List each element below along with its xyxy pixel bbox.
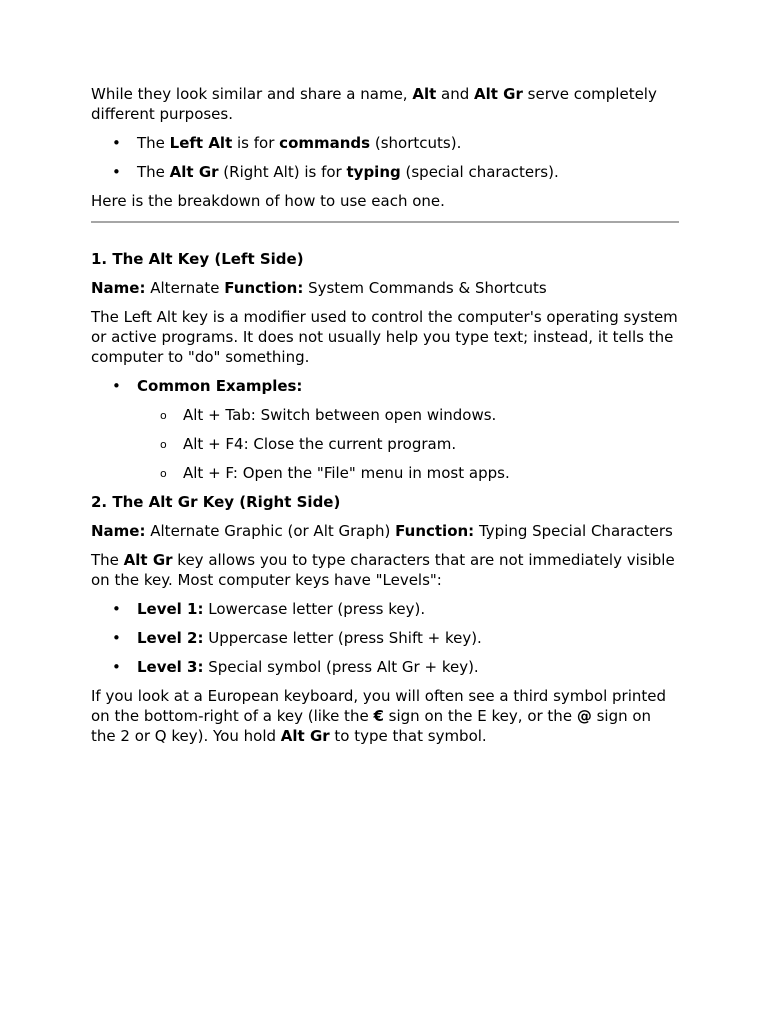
level-text: Uppercase letter (press Shift + key). [203, 629, 482, 647]
function-value: Typing Special Characters [474, 522, 673, 540]
bullet-text: (Right Alt) is for [218, 163, 347, 181]
level-label: Level 3: [137, 658, 204, 676]
name-value: Alternate Graphic (or Alt Graph) [145, 522, 396, 540]
examples-label: Common Examples: [137, 377, 303, 395]
list-item [91, 628, 679, 648]
function-value: System Commands & Shortcuts [303, 279, 547, 297]
levels-list [91, 599, 679, 677]
level-text: Lowercase letter (press key). [203, 600, 426, 618]
desc-text: The [91, 551, 124, 569]
name-function-line [91, 521, 679, 541]
bullet-text: is for [232, 134, 280, 152]
at-symbol: @ [576, 707, 592, 725]
intro-paragraph [91, 84, 679, 124]
level-text: Special symbol (press Alt Gr + key). [203, 658, 479, 676]
level-label: Level 1: [137, 600, 204, 618]
bullet-text: (shortcuts). [370, 134, 462, 152]
function-label: Function: [224, 279, 304, 297]
intro-breakdown-paragraph: Here is the breakdown of how to use each one. [91, 192, 445, 210]
closing-text: sign on the 2 or Q key). You hold [91, 707, 652, 745]
name-value: Alternate [145, 279, 225, 297]
intro-text: and [436, 85, 475, 103]
intro-text: While they look similar and share a name, [91, 85, 413, 103]
name-label: Name: [91, 279, 146, 297]
name-label: Name: [91, 522, 146, 540]
bullet-text: The [137, 163, 170, 181]
closing-text: sign on the E key, or the [383, 707, 577, 725]
section-description: The Left Alt key is a modifier used to control the computer's operating system or active programs. It does not usually help you type text; instead, it tells the computer to "do" something. [91, 308, 678, 366]
document-page [91, 84, 679, 755]
section-description [91, 550, 679, 590]
bullet-bold: typing [346, 163, 401, 181]
section-heading: 1. The Alt Key (Left Side) [91, 250, 304, 268]
list-item [91, 657, 679, 677]
sub-list-item: o Alt + F4: Close the current program. [137, 434, 679, 454]
intro-alt-bold: Alt [412, 85, 437, 103]
closing-text: If you look at a European keyboard, you will often see a third symbol printed on the bottom-right of a key (like the [91, 687, 667, 725]
function-label: Function: [395, 522, 475, 540]
closing-altgr-bold: Alt Gr [280, 727, 330, 745]
name-function-line [91, 278, 679, 298]
section-heading: 2. The Alt Gr Key (Right Side) [91, 493, 341, 511]
examples-sublist [137, 405, 679, 483]
euro-symbol: € [373, 707, 384, 725]
sub-list-item: o Alt + F: Open the "File" menu in most apps. [137, 463, 679, 483]
examples-list [91, 376, 679, 483]
list-item [91, 133, 679, 153]
bullet-text: The [137, 134, 170, 152]
intro-bullet-list [91, 133, 679, 182]
sub-list-item: o Alt + Tab: Switch between open windows. [137, 405, 679, 425]
level-label: Level 2: [137, 629, 204, 647]
intro-text: serve completely different purposes. [91, 85, 657, 123]
list-item [91, 376, 679, 483]
bullet-bold: Alt Gr [169, 163, 219, 181]
list-item [91, 162, 679, 182]
bullet-bold: commands [279, 134, 371, 152]
list-item [91, 599, 679, 619]
desc-text: key allows you to type characters that are not immediately visible on the key. Most computer keys have "Levels": [91, 551, 675, 589]
horizontal-divider [91, 221, 679, 223]
intro-altgr-bold: Alt Gr [474, 85, 523, 103]
bullet-bold: Left Alt [169, 134, 233, 152]
closing-paragraph [91, 686, 679, 746]
bullet-text: (special characters). [400, 163, 559, 181]
desc-bold: Alt Gr [123, 551, 173, 569]
closing-text: to type that symbol. [329, 727, 487, 745]
